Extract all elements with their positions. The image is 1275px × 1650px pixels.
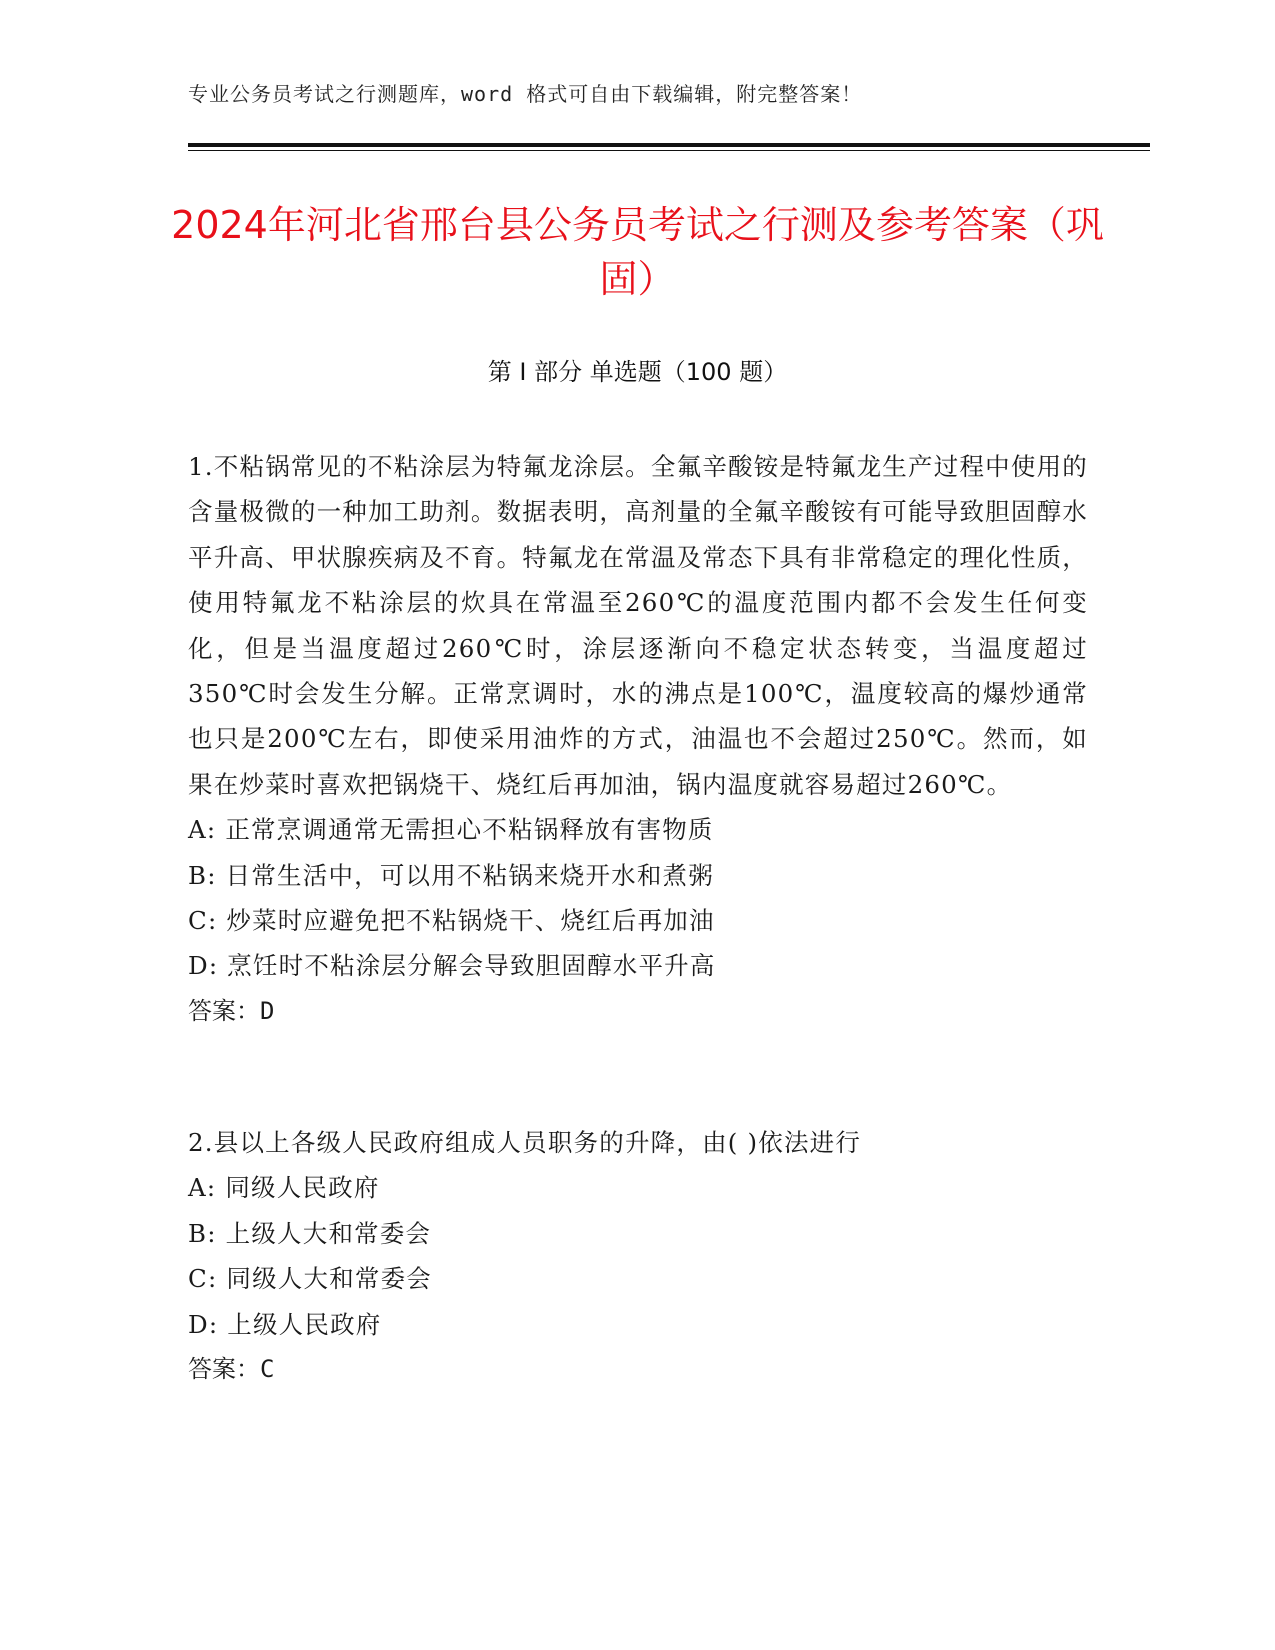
question-block bbox=[188, 1120, 1088, 1392]
header-divider-thick bbox=[188, 143, 1150, 147]
option-d: D: 烹饪时不粘涂层分解会导致胆固醇水平升高 bbox=[188, 951, 716, 981]
option-c: C: 炒菜时应避免把不粘锅烧干、烧红后再加油 bbox=[188, 906, 715, 936]
question-stem: 2.县以上各级人民政府组成人员职务的升降，由( )依法进行 bbox=[188, 1128, 862, 1157]
question-stem: 1.不粘锅常见的不粘涂层为特氟龙涂层。全氟辛酸铵是特氟龙生产过程中使用的含量极微的一种加工助剂。数据表明，高剂量的全氟辛酸铵有可能导致胆固醇水平升高、甲状腺疾病及不育。特氟龙在常温及常态下具有非常稳定的理化性质，使用特氟龙不粘涂层的炊具在常温至260℃的温度范围内都不会发生任何变化，但是当温度超过260℃时，涂层逐渐向不稳定状态转变，当温度超过350℃时会发生分解。正常烹调时，水的沸点是100℃，温度较高的爆炒通常也只是200℃左右，即使采用油炸的方式，油温也不会超过250℃。然而，如果在炒菜时喜欢把锅烧干、烧红后再加油，锅内温度就容易超过260℃。 bbox=[188, 452, 1088, 799]
answer-line: 答案：D bbox=[188, 996, 275, 1025]
question-block bbox=[188, 444, 1088, 1034]
header-note: 专业公务员考试之行测题库，word 格式可自由下载编辑，附完整答案！ bbox=[188, 82, 863, 106]
option-d: D: 上级人民政府 bbox=[188, 1309, 382, 1339]
option-b: B: 日常生活中，可以用不粘锅来烧开水和煮粥 bbox=[188, 860, 714, 890]
answer-line: 答案：C bbox=[188, 1355, 275, 1384]
option-a: A: 正常烹调通常无需担心不粘锅释放有害物质 bbox=[188, 815, 714, 845]
option-b: B: 上级人大和常委会 bbox=[188, 1218, 432, 1248]
header-divider-thin bbox=[188, 150, 1150, 151]
option-c: C: 同级人大和常委会 bbox=[188, 1264, 432, 1294]
section-title: 第 I 部分 单选题（100 题） bbox=[487, 358, 788, 386]
document-title: 2024年河北省邢台县公务员考试之行测及参考答案（巩固） bbox=[171, 203, 1104, 301]
option-a: A: 同级人民政府 bbox=[188, 1173, 380, 1203]
